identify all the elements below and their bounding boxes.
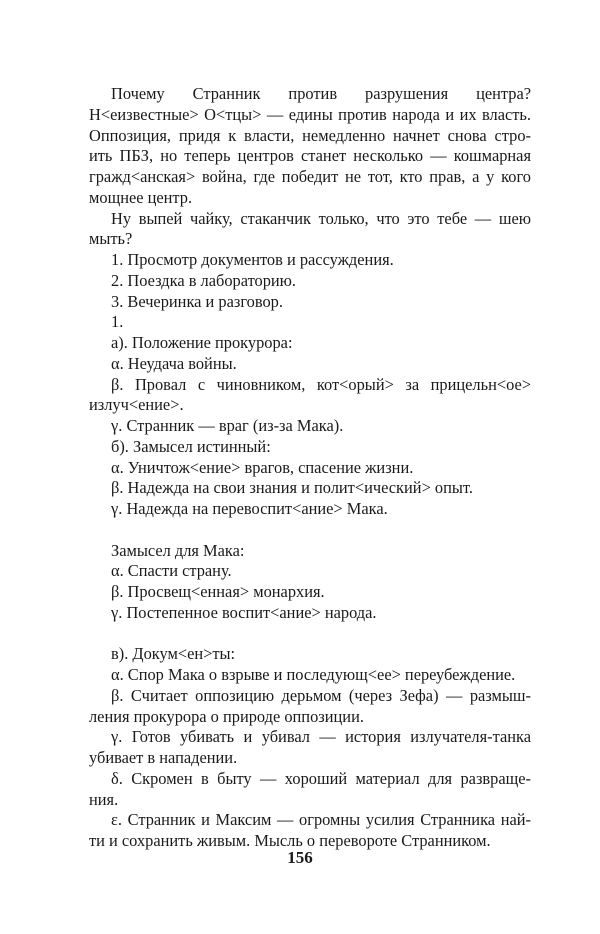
section-heading: а). Положение прокурора: (111, 333, 293, 352)
list-item: β. Надежда на свои знания и полит<ический> опыт. (111, 478, 473, 498)
text-line: γ. Готов убивать и убивал — история излучателя-танка (111, 727, 531, 747)
text-line: гражд<анская> война, где победит не тот, кто прав, а у кого (89, 167, 531, 186)
text-line: β. Провал с чиновником, кот<орый> за прицельн<ое> (111, 374, 531, 394)
list-item: α. Спасти страну. (111, 561, 232, 581)
text-line: ния. (89, 789, 119, 809)
page-text (89, 84, 531, 852)
paragraph-tea (89, 209, 531, 251)
text-line: ить ПБЗ, но теперь центров станет несколько — кошмарная (89, 146, 531, 166)
list-item: β. Просвещ<енная> монархия. (111, 582, 325, 601)
section-heading: б). Замысел истинный: (111, 436, 271, 456)
plan-item: 2. Поездка в лабораторию. (111, 270, 297, 290)
list-item (89, 375, 531, 417)
text-line: ε. Странник и Максим — огромны усилия Странника най- (111, 810, 531, 830)
text-line: Почему Странник против разрушения центра? (111, 84, 531, 103)
text-line: Н<еизвестные> О<тцы> — едины против народа и их власть. (89, 104, 531, 124)
text-line: δ. Скромен в быту — хороший материал для развраще- (111, 768, 531, 788)
blank-line (89, 520, 531, 541)
list-item: γ. Постепенное воспит<ание> народа. (111, 602, 377, 622)
text-line: β. Считает оппозицию дерьмом (через Зефа) — размыш- (111, 685, 531, 705)
list-item: α. Неудача войны. (111, 353, 237, 373)
text-line: мощнее центр. (89, 187, 193, 207)
text-line: Ну выпей чайку, стаканчик только, что это тебе — шею (111, 208, 531, 228)
text-line: Оппозиция, придя к власти, немедленно начнет снова стро- (89, 125, 531, 145)
blank-line (89, 624, 531, 645)
list-item: α. Уничтож<ение> врагов, спасение жизни. (111, 457, 414, 477)
text-line: убивает в нападении. (89, 748, 238, 767)
list-item (89, 686, 531, 728)
section-heading: в). Докум<ен>ты: (111, 644, 236, 664)
text-line: ти и сохранить живым. Мысль о перевороте Странником. (89, 831, 491, 850)
text-line: излуч<ение>. (89, 395, 184, 415)
list-item (89, 810, 531, 852)
list-item: γ. Странник — враг (из-за Мака). (111, 416, 344, 435)
section-heading: Замысел для Мака: (111, 540, 245, 560)
list-item: α. Спор Мака о взрыве и последующ<ее> переубеждение. (111, 665, 516, 684)
plan-item: 3. Вечеринка и разговор. (111, 291, 283, 311)
text-line: мыть? (89, 229, 133, 249)
text-line: ления прокурора о природе оппозиции. (89, 706, 364, 726)
plan-item: 1. (111, 312, 124, 332)
plan-item: 1. Просмотр документов и рассуждения. (111, 250, 394, 269)
paragraph-strannik-center (89, 84, 531, 209)
list-item: γ. Надежда на перевоспит<ание> Мака. (111, 499, 388, 518)
list-item (89, 727, 531, 769)
page-number: 156 (287, 848, 313, 867)
list-item (89, 769, 531, 811)
